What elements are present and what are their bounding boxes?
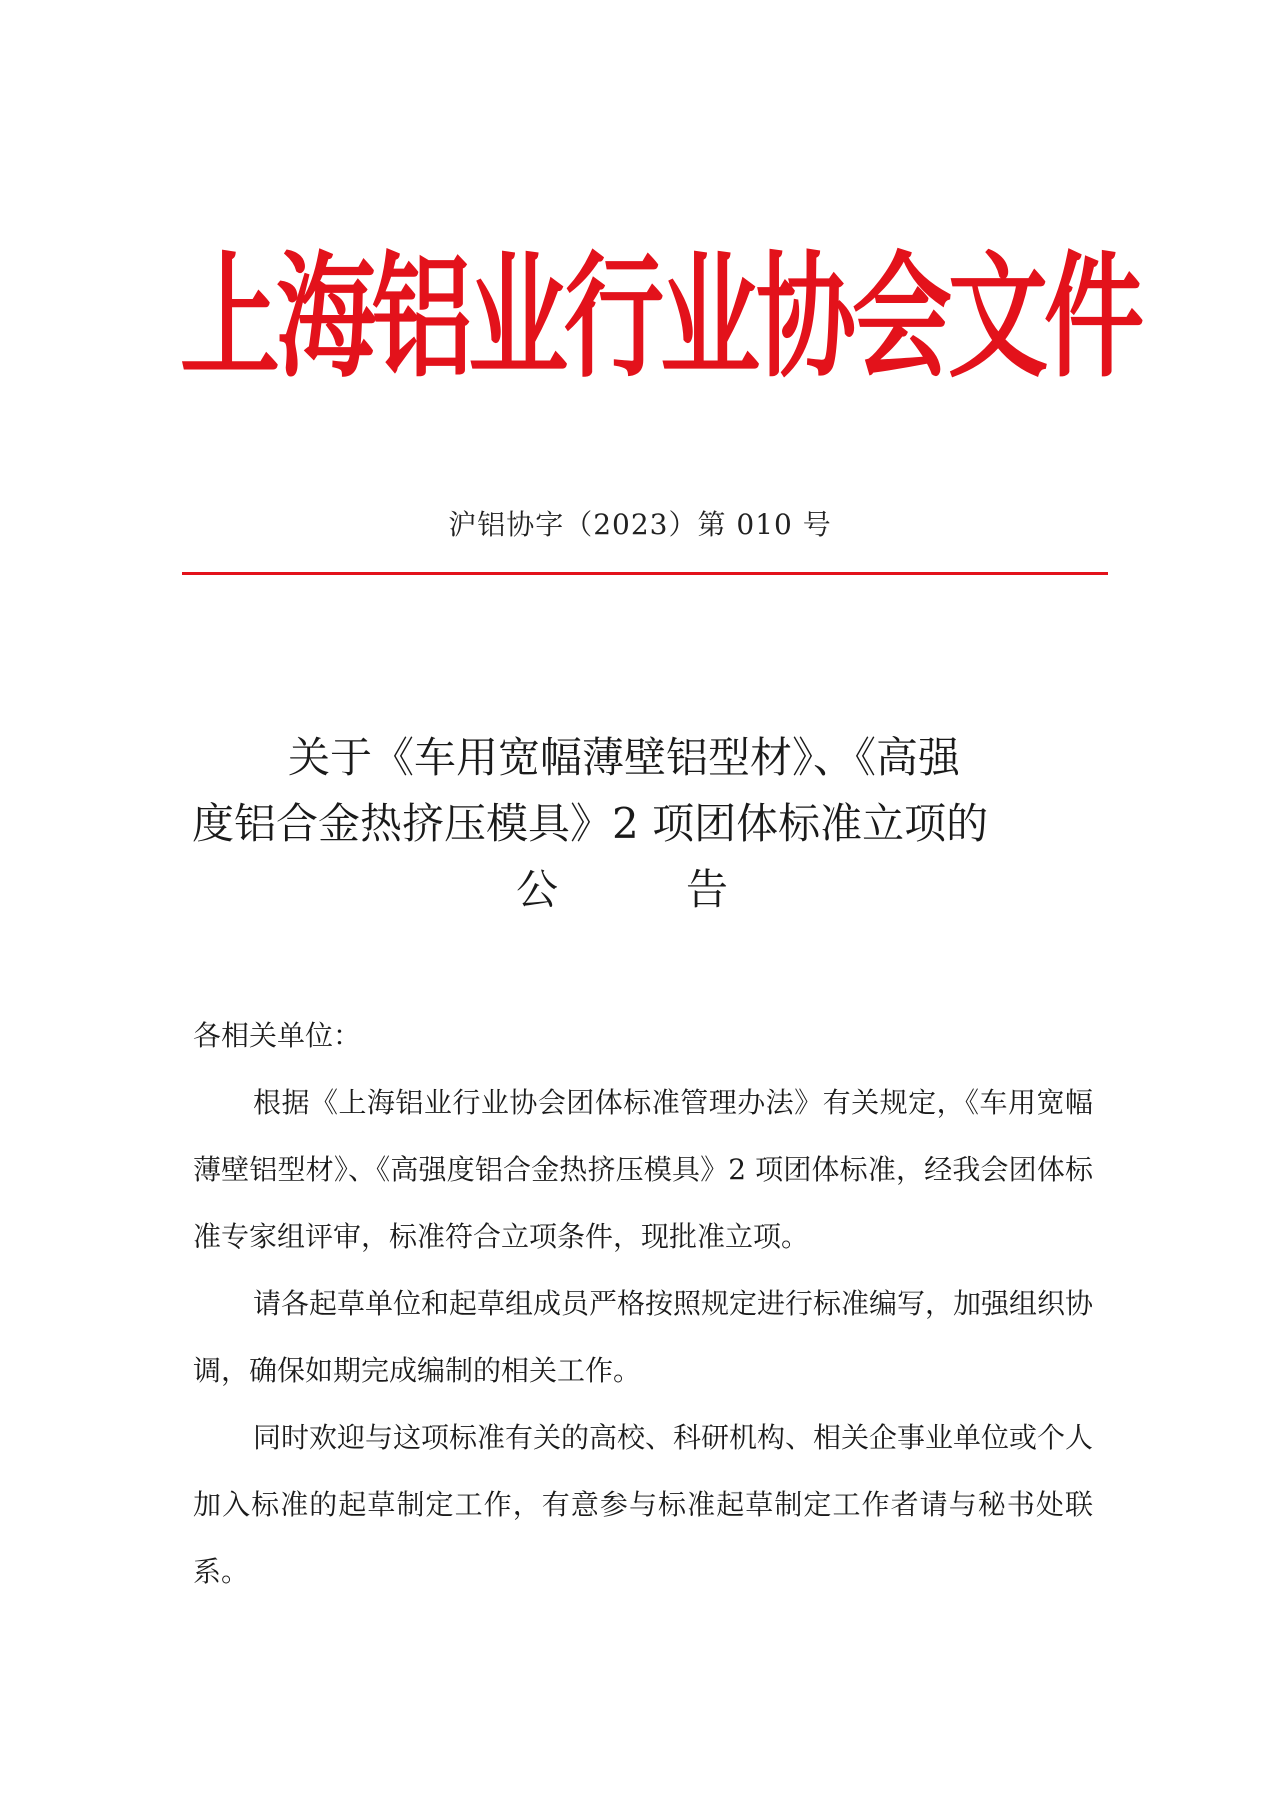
masthead-title: 上海铝业行业协会文件 [180,238,1140,397]
title-line-1: 关于《车用宽幅薄壁铝型材》、《高强 [288,733,961,782]
body-paragraph: 根据《上海铝业行业协会团体标准管理办法》有关规定，《车用宽幅薄壁铝型材》、《高强度铝合金热挤压模具》2 项团体标准，经我会团体标准专家组评审，标准符合立项条件，现批准立项。 [193,1086,1093,1253]
red-divider [182,572,1108,575]
title-char-gao: 告 [686,865,729,914]
body-paragraph: 同时欢迎与这项标准有关的高校、科研机构、相关企事业单位或个人加入标准的起草制定工作，有意参与标准起草制定工作者请与秘书处联系。 [193,1421,1094,1588]
title-line-3 [192,857,1092,923]
announcement-title [192,725,1092,923]
body-paragraph: 请各起草单位和起草组成员严格按照规定进行标准编写，加强组织协调，确保如期完成编制的相关工作。 [193,1287,1094,1387]
announcement-body [193,1002,1093,1605]
title-char-gong: 公 [515,865,558,914]
title-line-2: 度铝合金热挤压模具》2 项团体标准立项的 [192,799,989,848]
salutation: 各相关单位： [193,1019,362,1052]
document-number: 沪铝协字（2023）第 010 号 [448,508,832,541]
